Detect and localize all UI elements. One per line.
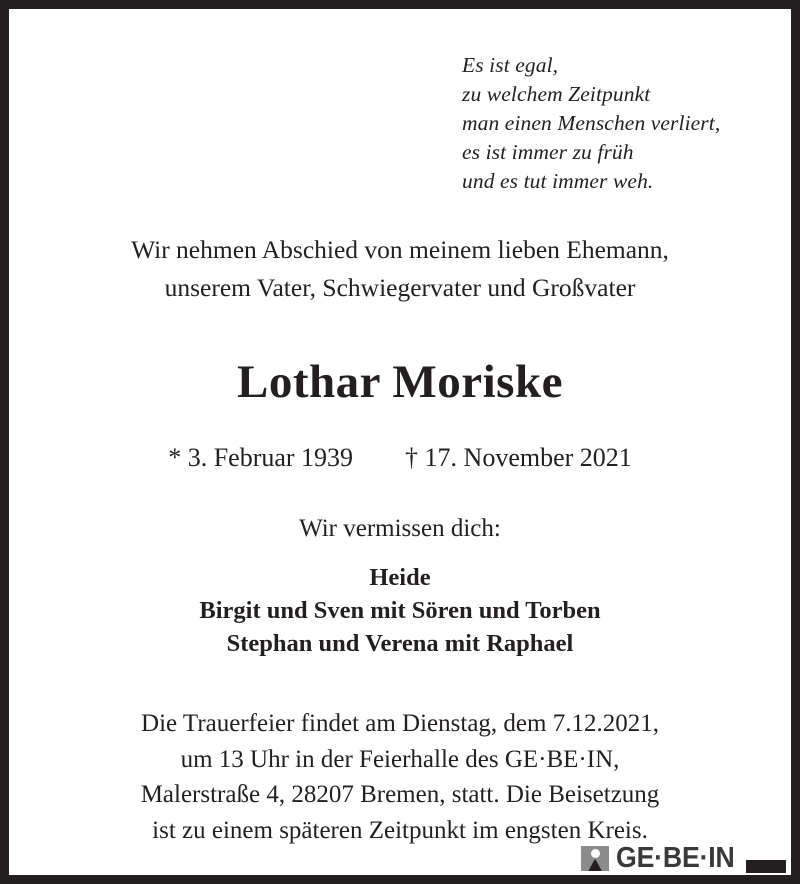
poem-block <box>462 51 720 196</box>
poem-line-2: zu welchem Zeitpunkt <box>462 82 651 106</box>
poem-line-1: Es ist egal, <box>462 53 559 77</box>
intro-block <box>9 231 791 307</box>
birth-date-group <box>168 443 353 472</box>
obituary-card <box>9 9 791 875</box>
poem-line-5: und es tut immer weh. <box>462 169 654 193</box>
funeral-details <box>9 706 791 848</box>
mourner-line-3: Stephan und Verena mit Raphael <box>226 630 574 657</box>
death-date-group <box>405 443 632 472</box>
death-cross-icon: † <box>405 443 419 472</box>
poem-line-3: man einen Menschen verliert, <box>462 111 721 135</box>
poem-line-4: es ist immer zu früh <box>462 140 634 164</box>
mourner-line-2: Birgit und Sven mit Sören und Torben <box>199 597 601 624</box>
intro-line-2: unserem Vater, Schwiegervater und Großvater <box>164 273 636 302</box>
life-dates <box>9 439 791 477</box>
details-line-3: Malerstraße 4, 28207 Bremen, statt. Die Beisetzung <box>140 781 660 808</box>
birth-star-icon: * <box>168 443 182 472</box>
details-line-2: um 13 Uhr in der Feierhalle des GE·BE·IN, <box>180 745 620 773</box>
figure-head-icon <box>591 849 600 858</box>
birth-date: 3. Februar 1939 <box>187 443 354 472</box>
gebein-wordmark: GE·BE·IN <box>616 842 735 874</box>
gebein-figure-icon <box>581 846 609 871</box>
deceased-name: Lothar Moriske <box>237 356 563 408</box>
figure-body-icon <box>583 859 607 871</box>
intro-line-1: Wir nehmen Abschied von meinem lieben Ehemann, <box>131 235 669 264</box>
gebein-logo-bar <box>746 860 786 873</box>
details-line-4: ist zu einem späteren Zeitpunkt im engsten Kreis. <box>152 816 648 844</box>
mourners-list <box>9 561 791 660</box>
mourner-line-1: Heide <box>369 564 431 591</box>
mourners-heading: Wir vermissen dich: <box>299 515 501 542</box>
details-line-1: Die Trauerfeier findet am Dienstag, dem 7.12.2021, <box>141 710 659 737</box>
gebein-logo <box>581 837 786 875</box>
death-date: 17. November 2021 <box>424 443 632 472</box>
